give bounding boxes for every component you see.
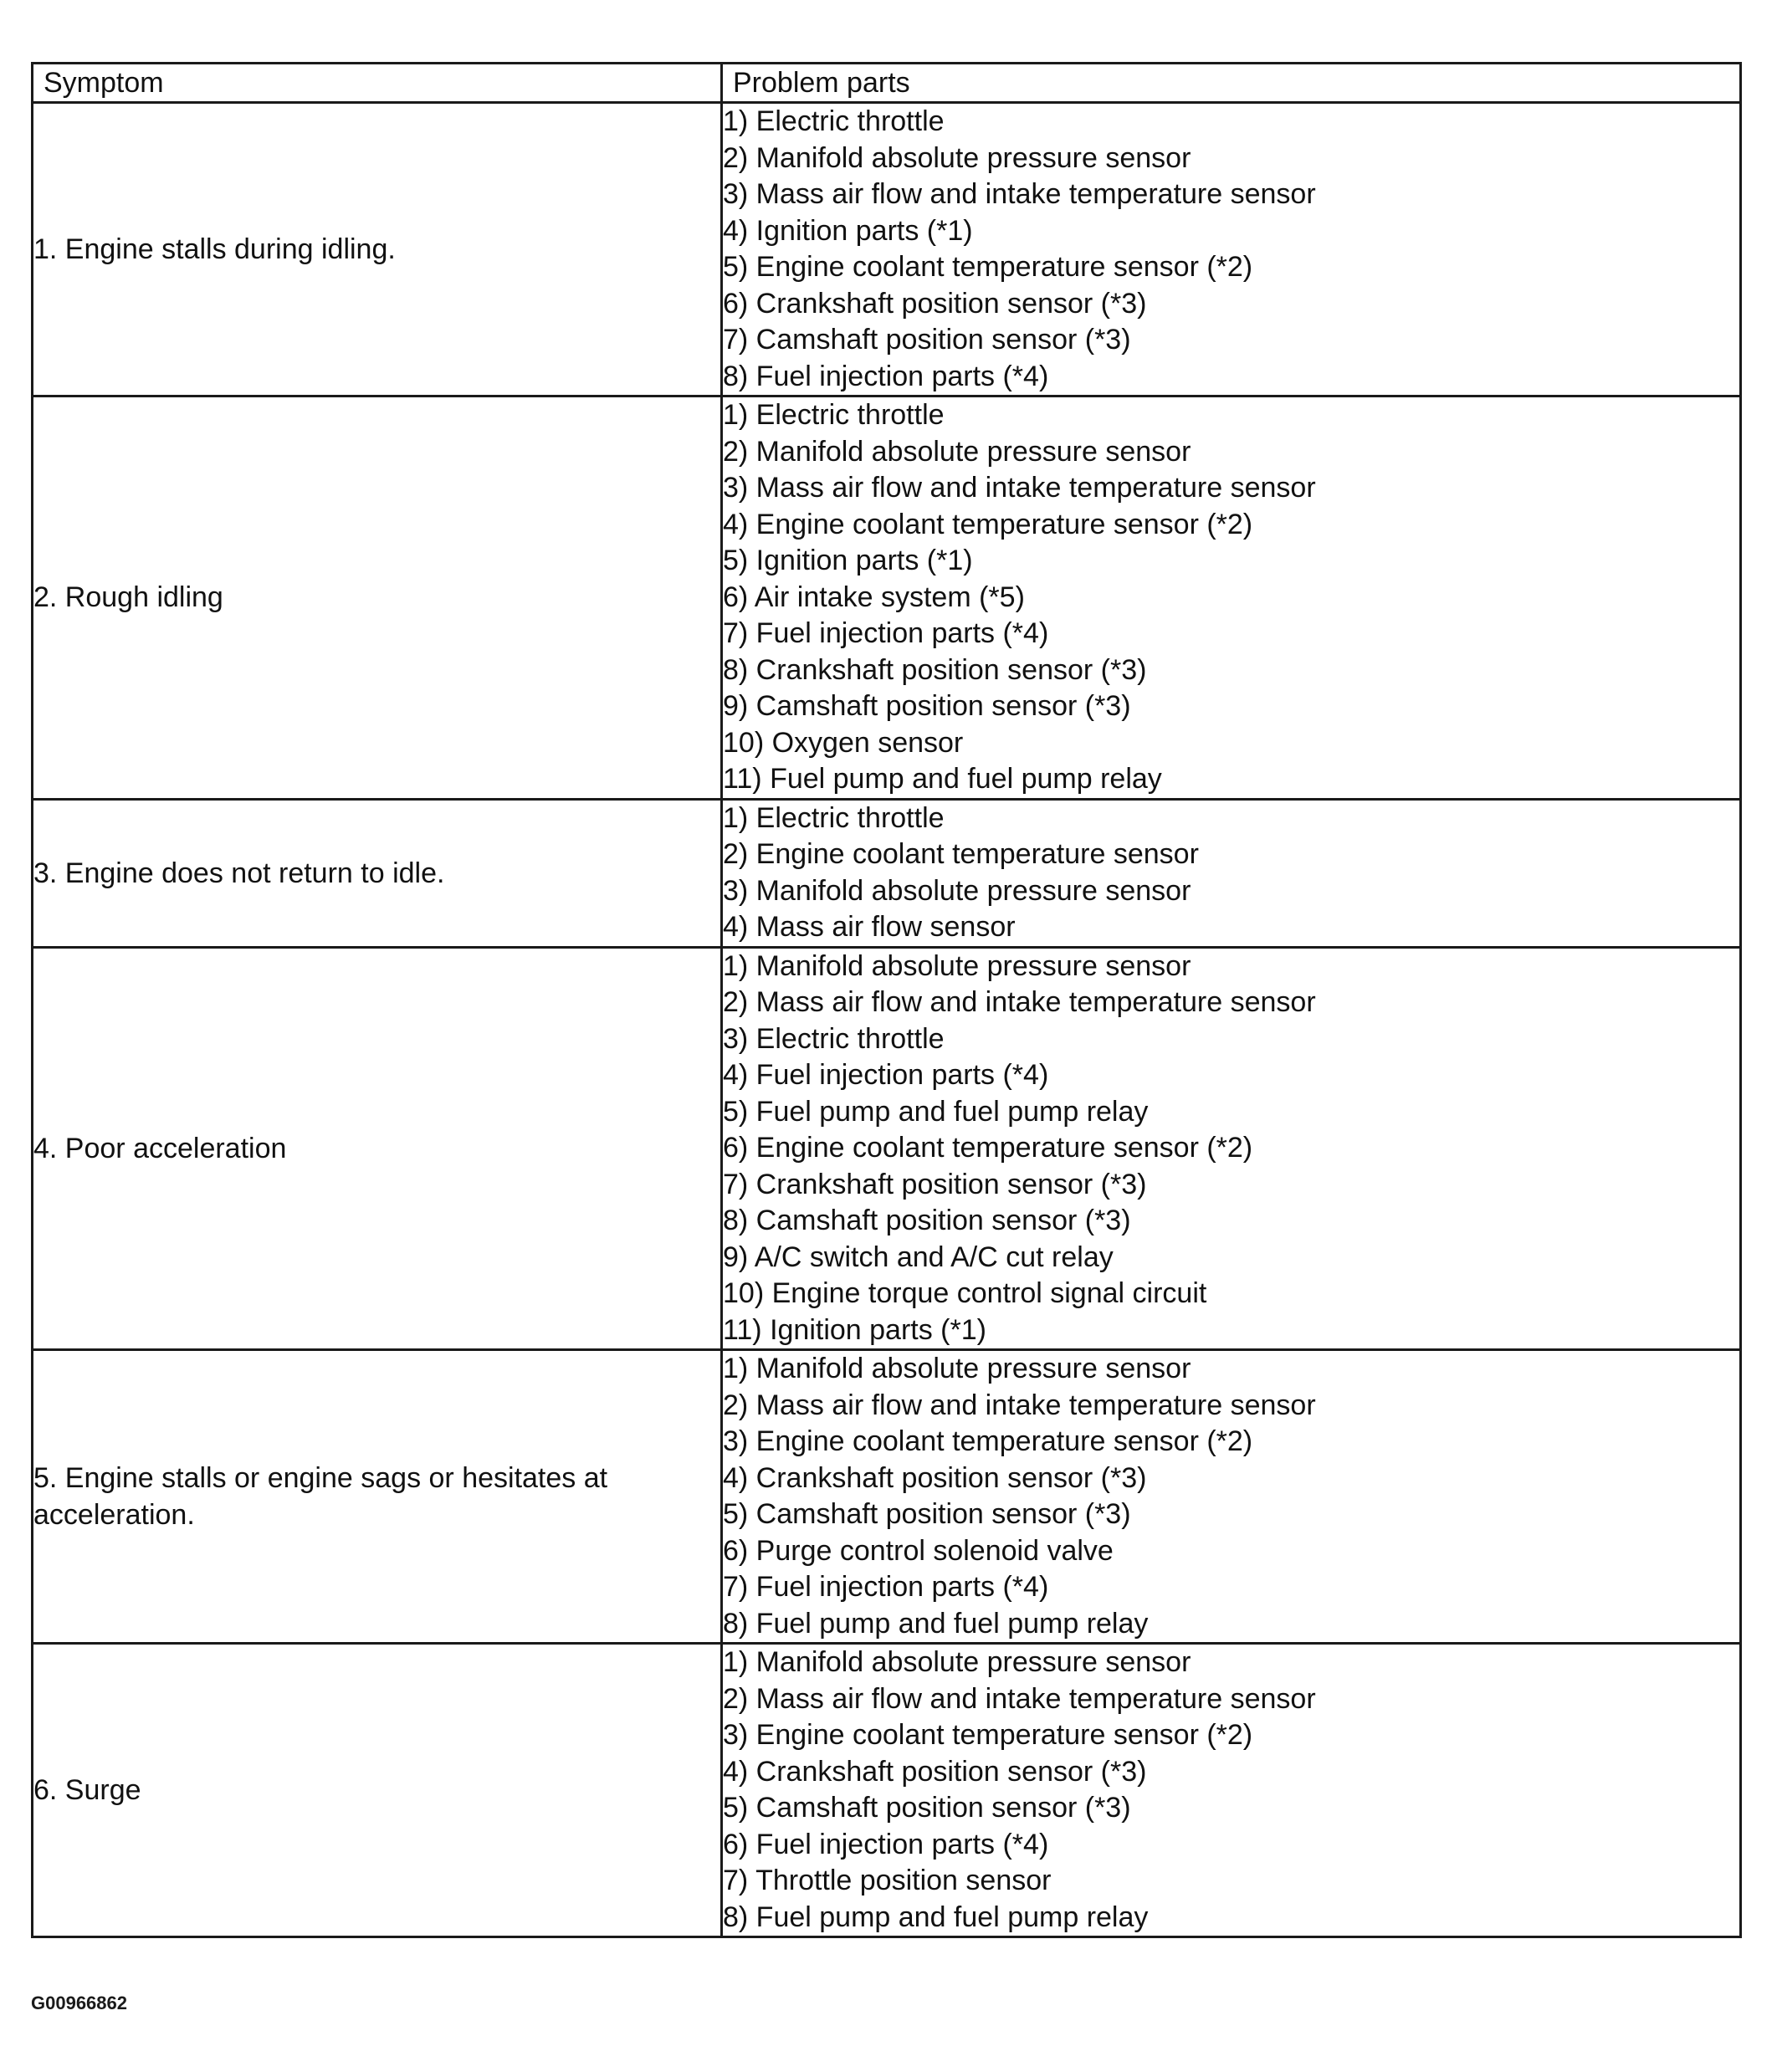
table-row	[33, 396, 1741, 800]
problem-part-item: 3) Mass air flow and intake temperature sensor	[723, 472, 1316, 504]
problem-part-item: 6) Fuel injection parts (*4)	[723, 1828, 1049, 1860]
table-row	[33, 1350, 1741, 1644]
problem-part-item: 5) Ignition parts (*1)	[723, 545, 973, 576]
problem-part-item: 8) Fuel pump and fuel pump relay	[723, 1901, 1149, 1933]
figure-id: G00966862	[31, 1993, 127, 2013]
problem-part-item: 5) Camshaft position sensor (*3)	[723, 1498, 1131, 1530]
problem-part-item: 3) Manifold absolute pressure sensor	[723, 874, 1191, 907]
table-header-row	[33, 64, 1741, 103]
problem-part-item: 5) Fuel pump and fuel pump relay	[723, 1095, 1149, 1128]
table-row	[33, 103, 1741, 396]
problem-parts-cell	[722, 1350, 1741, 1644]
problem-part-item: 1) Electric throttle	[723, 399, 945, 431]
symptom-cell: 6. Surge	[33, 1644, 722, 1937]
problem-part-item: 10) Engine torque control signal circuit	[723, 1277, 1207, 1309]
problem-part-item: 4) Ignition parts (*1)	[723, 214, 973, 247]
problem-part-item: 11) Ignition parts (*1)	[723, 1313, 986, 1346]
problem-part-item: 2) Manifold absolute pressure sensor	[723, 141, 1191, 174]
problem-parts-cell	[722, 947, 1741, 1350]
problem-parts-cell	[722, 1644, 1741, 1937]
problem-parts-cell	[722, 396, 1741, 800]
problem-part-item: 8) Camshaft position sensor (*3)	[723, 1205, 1131, 1236]
problem-part-item: 8) Fuel pump and fuel pump relay	[723, 1607, 1149, 1640]
problem-part-item: 3) Electric throttle	[723, 1022, 945, 1055]
problem-part-item: 5) Engine coolant temperature sensor (*2)	[723, 251, 1253, 283]
problem-part-item: 1) Electric throttle	[723, 801, 945, 834]
problem-part-item: 5) Camshaft position sensor (*3)	[723, 1792, 1131, 1824]
problem-part-item: 4) Engine coolant temperature sensor (*2)	[723, 508, 1253, 540]
symptom-cell: 2. Rough idling	[33, 396, 722, 800]
problem-part-item: 7) Fuel injection parts (*4)	[723, 617, 1049, 649]
problem-part-item: 6) Engine coolant temperature sensor (*2)	[723, 1132, 1253, 1164]
problem-part-item: 4) Mass air flow sensor	[723, 911, 1016, 943]
problem-part-item: 2) Engine coolant temperature sensor	[723, 838, 1199, 870]
problem-part-item: 2) Mass air flow and intake temperature sensor	[723, 1682, 1316, 1715]
problem-part-item: 2) Manifold absolute pressure sensor	[723, 435, 1191, 468]
table-row	[33, 1644, 1741, 1937]
symptom-cell: 4. Poor acceleration	[33, 947, 722, 1350]
problem-part-item: 1) Electric throttle	[723, 105, 945, 137]
problem-part-item: 3) Engine coolant temperature sensor (*2)	[723, 1425, 1253, 1457]
problem-parts-cell	[722, 103, 1741, 396]
symptom-table	[31, 62, 1742, 1938]
problem-parts-cell	[722, 799, 1741, 947]
problem-part-item: 1) Manifold absolute pressure sensor	[723, 1646, 1191, 1678]
problem-part-item: 8) Crankshaft position sensor (*3)	[723, 653, 1147, 686]
problem-part-item: 3) Engine coolant temperature sensor (*2)	[723, 1719, 1253, 1751]
problem-part-item: 9) A/C switch and A/C cut relay	[723, 1241, 1114, 1273]
symptom-cell: 1. Engine stalls during idling.	[33, 103, 722, 396]
symptom-cell: 3. Engine does not return to idle.	[33, 799, 722, 947]
problem-part-item: 6) Purge control solenoid valve	[723, 1534, 1114, 1567]
table-body	[33, 103, 1741, 1937]
problem-part-item: 6) Crankshaft position sensor (*3)	[723, 287, 1147, 320]
problem-part-item: 7) Camshaft position sensor (*3)	[723, 324, 1131, 356]
symptom-cell: 5. Engine stalls or engine sags or hesitates at acceleration.	[33, 1350, 722, 1644]
problem-part-item: 7) Fuel injection parts (*4)	[723, 1571, 1049, 1603]
problem-part-item: 7) Throttle position sensor	[723, 1865, 1052, 1896]
table-row	[33, 799, 1741, 947]
problem-part-item: 9) Camshaft position sensor (*3)	[723, 690, 1131, 722]
problem-part-item: 1) Manifold absolute pressure sensor	[723, 949, 1191, 982]
header-symptom: Symptom	[33, 64, 722, 103]
problem-part-item: 3) Mass air flow and intake temperature sensor	[723, 178, 1316, 210]
problem-part-item: 11) Fuel pump and fuel pump relay	[723, 763, 1162, 795]
problem-part-item: 7) Crankshaft position sensor (*3)	[723, 1168, 1147, 1200]
problem-part-item: 1) Manifold absolute pressure sensor	[723, 1353, 1191, 1384]
problem-part-item: 2) Mass air flow and intake temperature sensor	[723, 986, 1316, 1018]
problem-part-item: 4) Crankshaft position sensor (*3)	[723, 1461, 1147, 1494]
problem-part-item: 4) Fuel injection parts (*4)	[723, 1059, 1049, 1091]
table-row	[33, 947, 1741, 1350]
header-problem-parts: Problem parts	[722, 64, 1741, 103]
problem-part-item: 6) Air intake system (*5)	[723, 581, 1025, 613]
problem-part-item: 8) Fuel injection parts (*4)	[723, 360, 1049, 392]
problem-part-item: 10) Oxygen sensor	[723, 726, 964, 759]
problem-part-item: 2) Mass air flow and intake temperature sensor	[723, 1389, 1316, 1421]
problem-part-item: 4) Crankshaft position sensor (*3)	[723, 1755, 1147, 1788]
